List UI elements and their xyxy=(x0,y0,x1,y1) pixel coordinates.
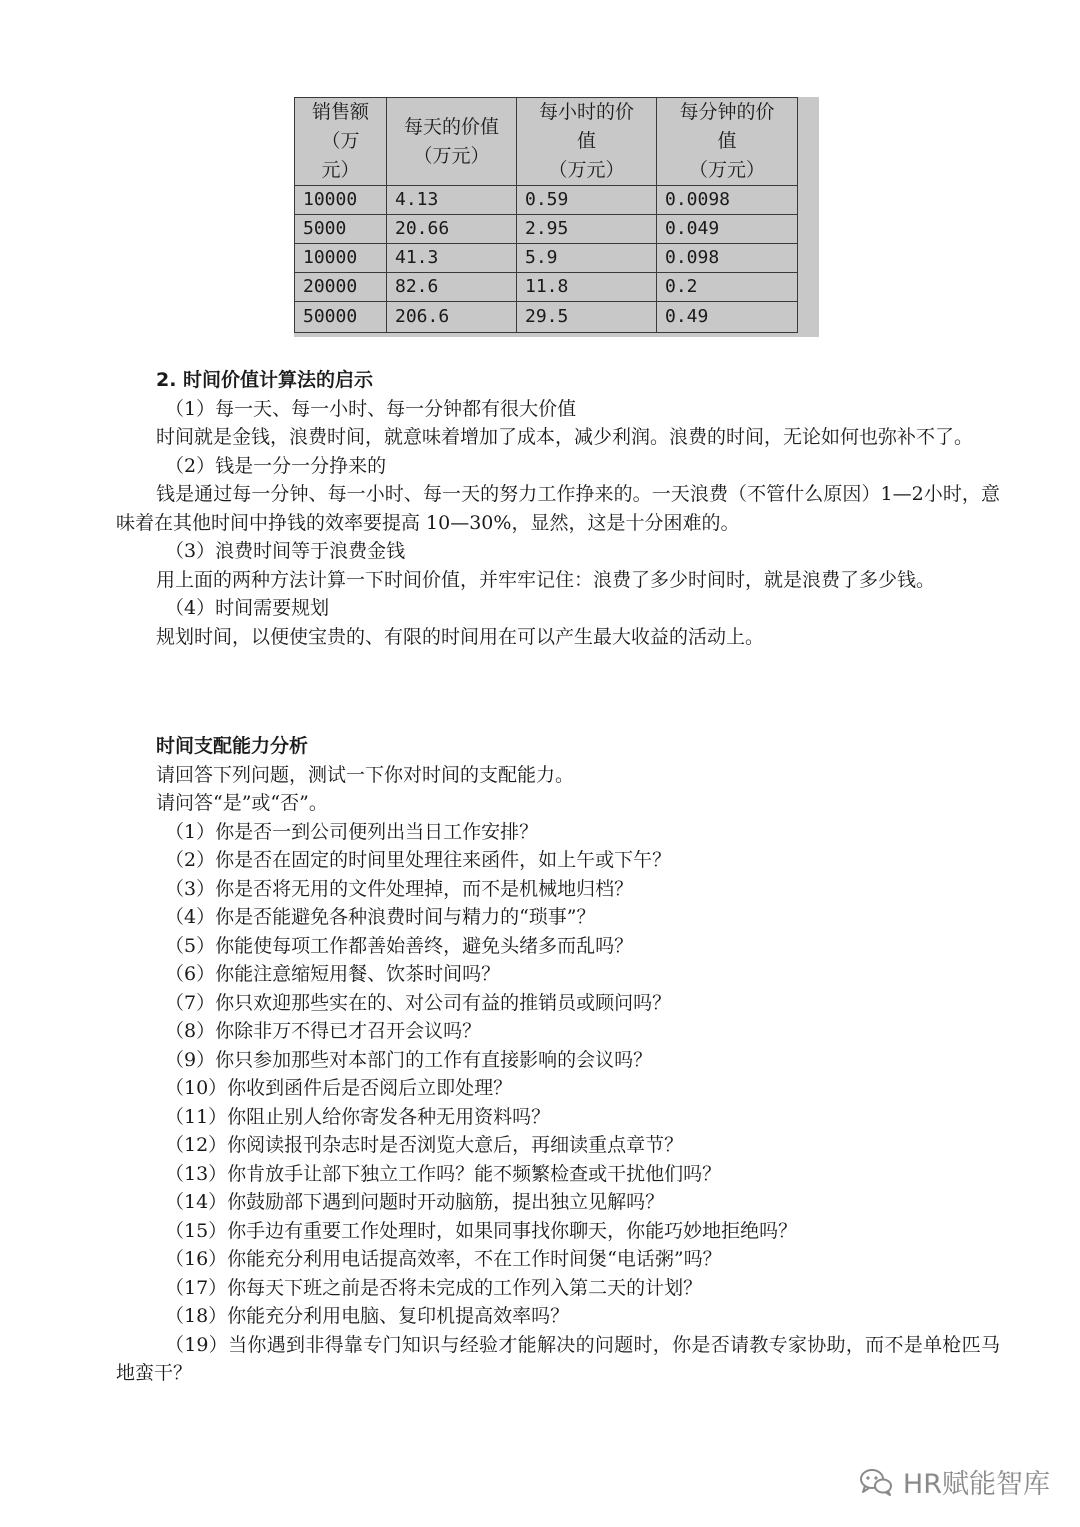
quiz-question: （18）你能充分利用电脑、复印机提高效率吗？ xyxy=(165,1305,570,1327)
quiz-question: （12）你阅读报刊杂志时是否浏览大意后，再细读重点章节？ xyxy=(165,1134,684,1156)
table-cell: 2.95 xyxy=(517,215,657,244)
table-cell: 0.2 xyxy=(657,273,798,302)
insight-body: 钱是通过每一分钟、每一小时、每一天的努力工作挣来的。一天浪费（不管什么原因）1—2小时，意味着在其他时间中挣钱的效率要提高 10—30%，显然，这是十分困难的。 xyxy=(116,483,1000,534)
table-cell: 0.49 xyxy=(657,302,798,333)
table-cell: 4.13 xyxy=(387,186,517,215)
quiz-question: （1）你是否一到公司便列出当日工作安排？ xyxy=(165,820,539,843)
table-cell: 29.5 xyxy=(517,302,657,333)
insight-title: （1）每一天、每一小时、每一分钟都有很大价值 xyxy=(165,397,577,420)
quiz-question: （14）你鼓励部下遇到问题时开动脑筋，提出独立见解吗？ xyxy=(165,1191,665,1213)
table-row xyxy=(295,244,798,273)
section-heading: 时间支配能力分析 xyxy=(156,735,309,757)
quiz-question: （3）你是否将无用的文件处理掉，而不是机械地归档？ xyxy=(165,877,634,900)
table-cell: 5000 xyxy=(295,215,387,244)
quiz-question: （9）你只参加那些对本部门的工作有直接影响的会议吗？ xyxy=(165,1048,653,1071)
table-row xyxy=(295,215,798,244)
quiz-instruction: 请问答“是”或“否”。 xyxy=(156,792,328,814)
table-cell: 41.3 xyxy=(387,244,517,273)
quiz-question: （16）你能充分利用电话提高效率，不在工作时间煲“电话粥”吗？ xyxy=(165,1248,722,1270)
quiz-intro: 请回答下列问题，测试一下你对时间的支配能力。 xyxy=(156,763,575,786)
table-cell: 20.66 xyxy=(387,215,517,244)
quiz-question: （4）你是否能避免各种浪费时间与精力的“琐事”？ xyxy=(165,906,596,928)
quiz-question: （11）你阻止别人给你寄发各种无用资料吗？ xyxy=(165,1105,551,1128)
insight-body: 用上面的两种方法计算一下时间价值，并牢牢记住：浪费了多少时间时，就是浪费了多少钱。 xyxy=(156,568,936,591)
time-value-insights-section xyxy=(116,366,1000,651)
section-heading: 2. 时间价值计算法的启示 xyxy=(156,369,374,391)
table-row xyxy=(295,273,798,302)
quiz-question: （17）你每天下班之前是否将未完成的工作列入第二天的计划？ xyxy=(165,1276,703,1299)
time-value-table xyxy=(294,97,798,333)
table-cell: 5.9 xyxy=(517,244,657,273)
quiz-question: （5）你能使每项工作都善始善终，避免头绪多而乱吗？ xyxy=(165,934,634,957)
quiz-question: （2）你是否在固定的时间里处理往来函件，如上午或下午？ xyxy=(165,849,672,871)
insight-body: 时间就是金钱，浪费时间，就意味着增加了成本，减少利润。浪费的时间，无论如何也弥补不了。 xyxy=(156,426,974,448)
table-shadow-panel xyxy=(294,97,819,337)
header-value-per-day: 每天的价值 （万元） xyxy=(387,98,517,186)
insight-title: （2）钱是一分一分挣来的 xyxy=(165,454,387,477)
table-cell: 11.8 xyxy=(517,273,657,302)
table-cell: 206.6 xyxy=(387,302,517,333)
watermark-text: HR赋能智库 xyxy=(902,1469,1050,1500)
table-cell: 10000 xyxy=(295,186,387,215)
quiz-question: （13）你肯放手让部下独立工作吗？能不频繁检查或干扰他们吗？ xyxy=(165,1162,722,1185)
table-cell: 10000 xyxy=(295,244,387,273)
wechat-icon xyxy=(859,1467,893,1497)
table-cell: 0.098 xyxy=(657,244,798,273)
insight-title: （4）时间需要规划 xyxy=(165,597,330,619)
quiz-question: （10）你收到函件后是否阅后立即处理？ xyxy=(165,1077,513,1099)
quiz-question: （8）你除非万不得已才召开会议吗？ xyxy=(165,1020,482,1042)
quiz-question: （19）当你遇到非得靠专门知识与经验才能解决的问题时，你是否请教专家协助，而不是单枪匹马地蛮干？ xyxy=(116,1333,1000,1384)
quiz-question: （7）你只欢迎那些实在的、对公司有益的推销员或顾问吗？ xyxy=(165,991,672,1014)
insight-title: （3）浪费时间等于浪费金钱 xyxy=(165,540,406,562)
table-cell: 82.6 xyxy=(387,273,517,302)
table-row xyxy=(295,302,798,333)
table-cell: 50000 xyxy=(295,302,387,333)
header-sales: 销售额 （万 元） xyxy=(295,98,387,186)
quiz-question: （6）你能注意缩短用餐、饮茶时间吗？ xyxy=(165,963,501,985)
watermark xyxy=(859,1462,1050,1501)
quiz-question: （15）你手边有重要工作处理时，如果同事找你聊天，你能巧妙地拒绝吗？ xyxy=(165,1219,798,1242)
table-header-row xyxy=(295,98,798,186)
table-cell: 0.049 xyxy=(657,215,798,244)
header-value-per-hour: 每小时的价 值 （万元） xyxy=(517,98,657,186)
time-management-quiz-section xyxy=(116,732,1000,1388)
table-cell: 20000 xyxy=(295,273,387,302)
table-cell: 0.59 xyxy=(517,186,657,215)
insight-body: 规划时间，以便使宝贵的、有限的时间用在可以产生最大收益的活动上。 xyxy=(156,625,765,648)
table-cell: 0.0098 xyxy=(657,186,798,215)
header-value-per-minute: 每分钟的价 值 （万元） xyxy=(657,98,798,186)
table-row xyxy=(295,186,798,215)
